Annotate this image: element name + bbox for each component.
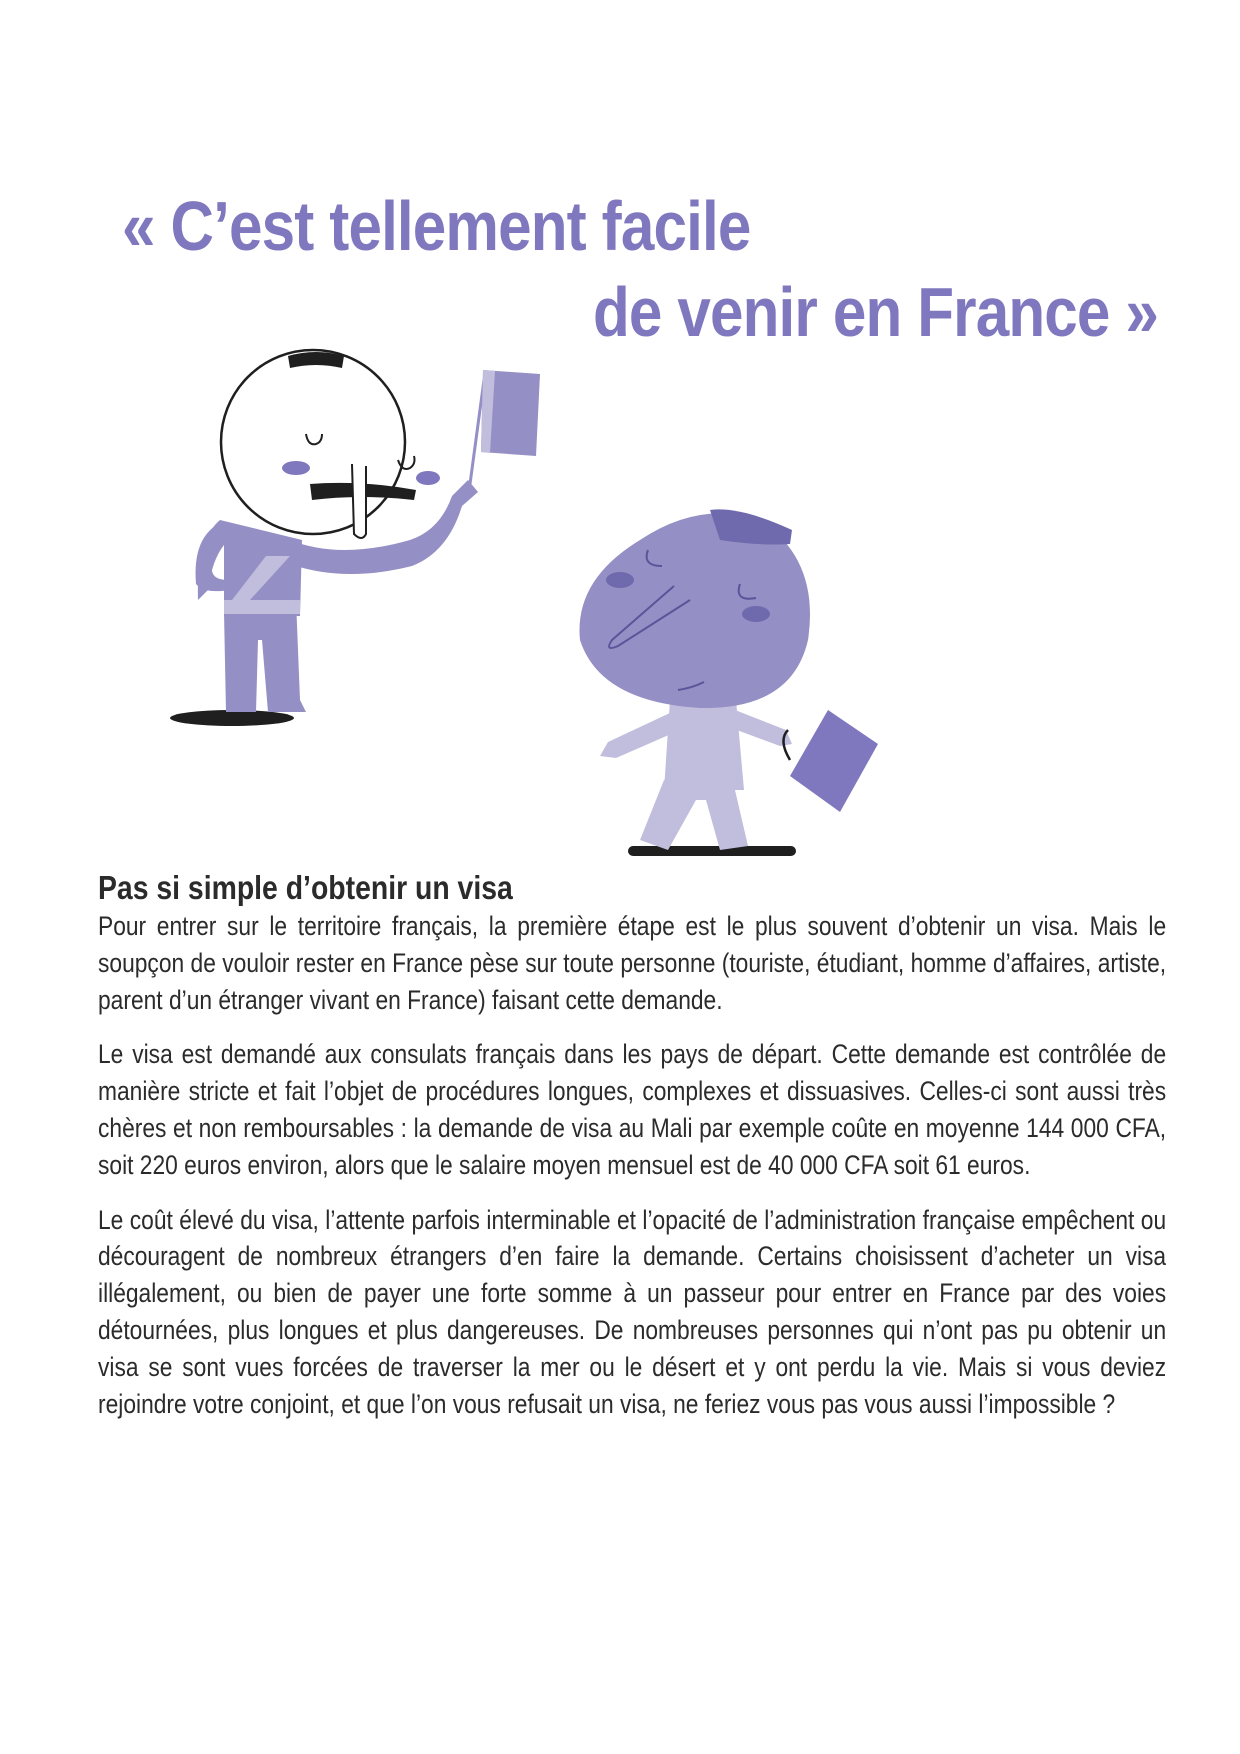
traveler-cheek-left <box>606 572 634 588</box>
section-heading: Pas si simple d’obtenir un visa <box>98 869 513 906</box>
officer-nose <box>352 464 366 538</box>
officer-cheek-right <box>416 471 440 485</box>
officer-head <box>221 350 405 534</box>
paragraph-2: Le visa est demandé aux consulats français dans les pays de départ. Cette demande est contrôlée de manière stricte et fait l’objet de procédures longues, complexes et dissuasives. Celles-ci sont aussi très chères et non remboursables : la demande de visa au Mali par exemple coûte en moyenne 144 000 CFA, soit 220 euros environ, alors que le salaire moyen mensuel est de 40 000 CFA soit 61 euros. <box>98 1039 1167 1180</box>
traveler-figure <box>580 509 879 856</box>
officer-cheek-left <box>282 461 310 475</box>
officer-figure <box>170 350 540 726</box>
officer-shadow <box>170 710 294 726</box>
paragraph-3: Le coût élevé du visa, l’attente parfois interminable et l’opacité de l’administration française empêchent ou découragent de nombreux étrangers d’en faire la demande. Certains choisissent d’acheter un visa illégalement, ou bien de payer une forte somme à un passeur pour entrer en France par des voies détournées, plus longues et plus dangereuses. De nombreuses personnes qui n’ont pas pu obtenir un visa se sont vues forcées de traverser la mer ou le désert et y ont perdu la vie. Mais si vous deviez rejoindre votre conjoint, et que l’on vous refusait un visa, ne feriez vous pas vous aussi l’impossible ? <box>98 1204 1167 1419</box>
officer-legs <box>224 600 306 712</box>
paragraph-1: Pour entrer sur le territoire français, la première étape est le plus souvent d’obtenir un visa. Mais le soupçon de vouloir rester en France pèse sur toute personne (touriste, étudiant, homme d’affaires, artiste, parent d’un étranger vivant en France) faisant cette demande. <box>98 911 1167 1015</box>
cartoon-illustration <box>170 340 890 870</box>
briefcase-icon <box>790 710 878 812</box>
traveler-hair <box>710 509 792 544</box>
illustration <box>170 340 890 870</box>
article-section <box>98 868 1166 1440</box>
traveler-cheek-right <box>742 606 770 622</box>
traveler-shadow <box>628 846 796 856</box>
title-line-1: « C’est tellement facile <box>122 187 751 265</box>
title-line-2: de venir en France » <box>593 273 1158 351</box>
paragraphs <box>98 908 1166 1422</box>
officer-belt <box>224 600 300 614</box>
